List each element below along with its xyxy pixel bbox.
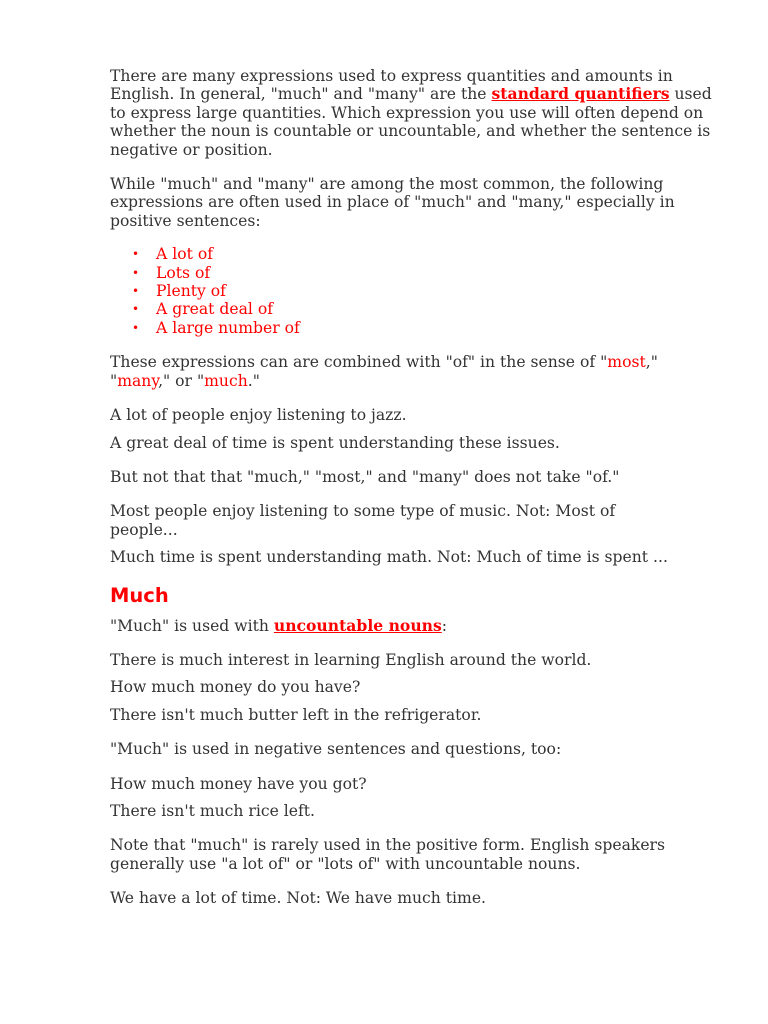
list-item-label: Lots of bbox=[156, 263, 211, 282]
list-item-label: A lot of bbox=[156, 245, 213, 264]
example-sentence: How much money have you got? bbox=[110, 774, 367, 793]
example-sentence: How much money do you have? bbox=[110, 678, 361, 697]
combined-text-2: ," " bbox=[110, 353, 658, 390]
intro-text-end: used to express large quantities. Which expression you use will often depend on whether the noun is countable or uncountable, and whether the sentence is negative or position. bbox=[110, 85, 712, 159]
keyword-much: much bbox=[204, 371, 248, 390]
document-page bbox=[110, 67, 715, 908]
combined-text-3: ," or " bbox=[158, 371, 205, 390]
example-sentence: Much time is spent understanding math. Not: Much of time is spent ... bbox=[110, 548, 668, 567]
list-item bbox=[132, 318, 715, 337]
example-sentence: We have a lot of time. Not: We have much time. bbox=[110, 889, 487, 908]
keyword-many: many bbox=[117, 371, 159, 390]
negative-usage-paragraph: "Much" is used in negative sentences and questions, too: bbox=[110, 740, 562, 759]
uncountable-nouns-link[interactable]: uncountable nouns bbox=[273, 615, 442, 635]
bullet-icon: • bbox=[132, 302, 140, 317]
positive-form-note: Note that "much" is rarely used in the positive form. English speakers generally use "a lot of" or "lots of" with uncountable nouns. bbox=[110, 836, 666, 873]
example-sentence: There isn't much rice left. bbox=[110, 801, 315, 820]
combined-text-4: ." bbox=[247, 371, 260, 390]
much-usage-prefix: "Much" is used with bbox=[110, 616, 274, 635]
combined-paragraph bbox=[110, 353, 715, 390]
standard-quantifiers-link[interactable]: standard quantifiers bbox=[491, 84, 670, 104]
list-item-label: Plenty of bbox=[156, 282, 226, 301]
keyword-most: most bbox=[607, 353, 646, 372]
list-item bbox=[132, 245, 715, 264]
expressions-list bbox=[110, 245, 715, 337]
list-item bbox=[132, 282, 715, 301]
common-expressions-paragraph: While "much" and "many" are among the most common, the following expressions are often used in place of "much" and "many," especially in positive sentences: bbox=[110, 175, 675, 230]
bullet-icon: • bbox=[132, 320, 140, 335]
list-item-label: A great deal of bbox=[156, 300, 274, 319]
example-sentence: Most people enjoy listening to some type of music. Not: Most of people... bbox=[110, 502, 616, 539]
bullet-icon: • bbox=[132, 284, 140, 299]
list-item bbox=[132, 300, 715, 319]
intro-paragraph bbox=[110, 67, 715, 159]
example-sentence: There isn't much butter left in the refrigerator. bbox=[110, 705, 482, 724]
intro-text-start: There are many expressions used to express quantities and amounts in English. In general, "much" and "many" are the bbox=[110, 67, 673, 104]
bullet-icon: • bbox=[132, 265, 140, 280]
example-sentence: A great deal of time is spent understanding these issues. bbox=[110, 433, 560, 452]
note-paragraph: But not that that "much," "most," and "many" does not take "of." bbox=[110, 467, 620, 486]
list-item-label: A large number of bbox=[156, 318, 300, 337]
example-sentence: A lot of people enjoy listening to jazz. bbox=[110, 406, 407, 425]
much-heading: Much bbox=[110, 583, 169, 607]
much-usage-paragraph bbox=[110, 617, 715, 635]
example-sentence: There is much interest in learning English around the world. bbox=[110, 650, 592, 669]
list-item bbox=[132, 263, 715, 282]
much-usage-suffix: : bbox=[441, 616, 448, 635]
combined-text-1: These expressions can are combined with "of" in the sense of " bbox=[110, 353, 608, 372]
bullet-icon: • bbox=[132, 247, 140, 262]
